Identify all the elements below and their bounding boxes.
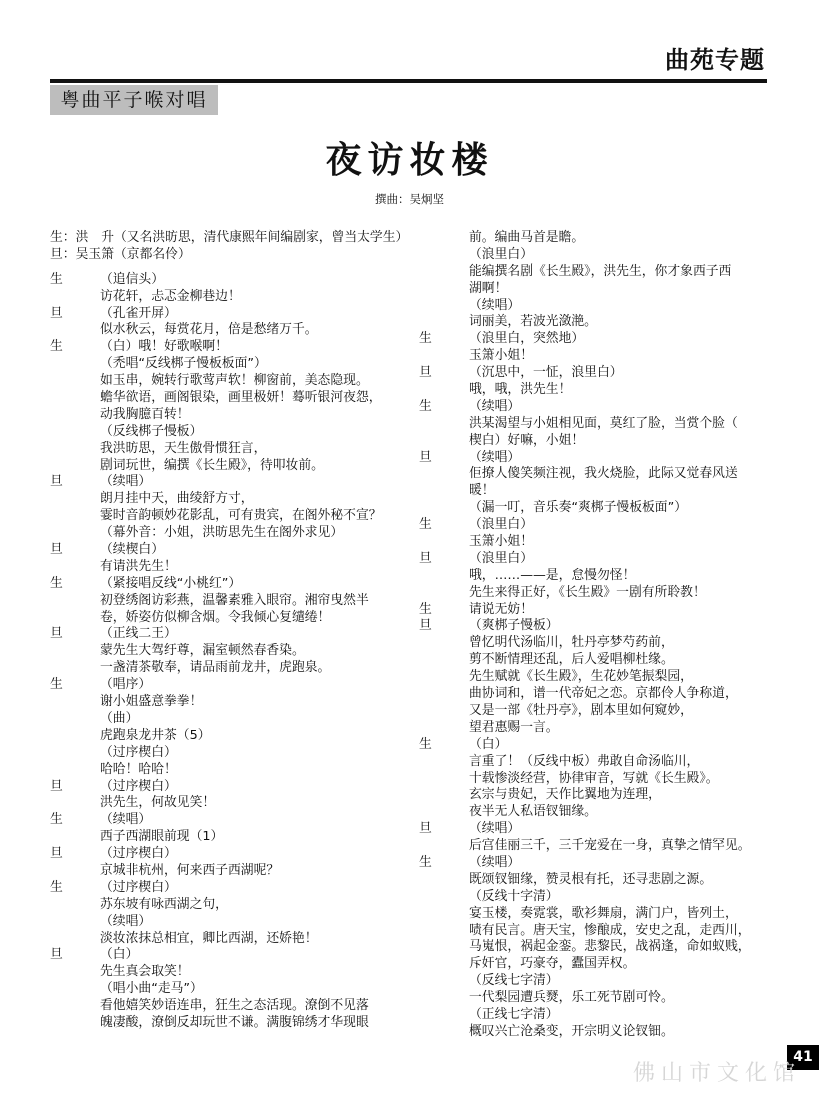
line-text: （续唱） (100, 812, 152, 828)
line-text: 先生赋就《长生殿》，生花妙笔振梨园， (469, 669, 693, 685)
script-line (419, 348, 769, 365)
script-line (419, 939, 769, 956)
line-text: 暖！ (469, 483, 495, 499)
script-line (419, 923, 769, 940)
line-text: 初登绣阁访彩燕，温馨素雅入眼帘。湘帘曳然半 (100, 592, 369, 608)
line-text: 洪先生，何故见笑！ (100, 795, 216, 811)
script-line (50, 677, 390, 694)
script-line (50, 660, 390, 677)
script-line (419, 585, 769, 602)
line-text: （白） (100, 947, 139, 963)
line-text: （唱序） (100, 677, 152, 693)
line-text: 词丽美，若波光潋滟。 (469, 314, 597, 330)
script-line (50, 441, 390, 458)
script-line (50, 795, 390, 812)
line-text: 夜半无人私语钗钿缘。 (469, 804, 597, 820)
script-line (50, 424, 390, 441)
script-line (50, 458, 390, 475)
line-text: 淡妆浓抹总相宜，卿比西湖，还娇艳！ (100, 930, 318, 946)
script-line (50, 390, 390, 407)
script-line (50, 981, 390, 998)
line-text: （过序楔白） (100, 879, 177, 895)
script-line (419, 247, 769, 264)
line-text: （过序楔白） (100, 744, 177, 760)
speaker-label: 生 (419, 601, 432, 617)
script-line (419, 804, 769, 821)
line-text: 有请洪先生！ (100, 558, 177, 574)
script-line (419, 990, 769, 1007)
script-line (50, 914, 390, 931)
script-line (419, 973, 769, 990)
line-text: 概叹兴亡沧桑变，开宗明义论钗钿。 (469, 1023, 674, 1039)
script-line (50, 897, 390, 914)
line-text: （浪里白） (469, 246, 533, 262)
line-text: （沉思中，一怔，浪里白） (469, 365, 623, 381)
line-text: （幕外音：小姐，洪昉思先生在阁外求见） (100, 525, 344, 541)
script-line (419, 314, 769, 331)
script-line (50, 947, 390, 964)
line-text: （曲） (100, 710, 139, 726)
line-text: （续唱） (469, 821, 521, 837)
script-line (419, 720, 769, 737)
header-rule (50, 79, 767, 83)
speaker-label: 旦 (50, 474, 63, 490)
line-text: （爽梆子慢板） (469, 618, 559, 634)
script-line (419, 534, 769, 551)
cast-line: 旦：吴玉箫（京都名伶） (50, 246, 191, 262)
script-line (50, 728, 390, 745)
script-line (50, 880, 390, 897)
line-text: 我洪昉思，天生傲骨惯狂言， (100, 440, 267, 456)
cast-line: 生：洪 升（又名洪昉思，清代康熙年间编剧家，曾当太学生） (50, 230, 409, 245)
line-text: 斥奸官，巧豪夺，蠹国弄权。 (469, 956, 636, 972)
line-text: 访花轩，忐忑金柳巷边！ (100, 288, 241, 304)
line-text: （正线二王） (100, 626, 177, 642)
line-text: 啧有民言。唐天宝，惨酿成，安史之乱，走西川， (469, 922, 751, 938)
script-line (50, 643, 390, 660)
script-line (50, 1015, 390, 1032)
script-line (50, 576, 390, 593)
line-text: 剧词玩世，编撰《长生殿》，待叩妆前。 (100, 457, 324, 473)
line-text: 虎跑泉龙井茶（5） (100, 727, 211, 743)
script-line (50, 407, 390, 424)
line-text: 既颂钗钿缘，赞灵根有托，还寻悲剧之源。 (469, 871, 713, 887)
line-text: （禿唱“反线梆子慢板板面”） (100, 356, 267, 372)
line-text: 十载惨淡经营，协律审音，写就《长生殿》。 (469, 770, 719, 786)
line-text: 朗月挂中天，曲绫舒方寸， (100, 491, 254, 507)
script-line (419, 433, 769, 450)
speaker-label: 生 (50, 271, 63, 287)
line-text: （浪里白） (469, 517, 533, 533)
line-text: （反线七字清） (469, 973, 559, 989)
script-line (50, 745, 390, 762)
script-line (50, 339, 390, 356)
script-line (50, 812, 390, 829)
line-text: （续唱） (469, 449, 521, 465)
script-line (419, 298, 769, 315)
script-line (50, 289, 390, 306)
line-text: 蟾华欲语，画阁银染，画里极妍！蓦听银河夜怨， (100, 390, 382, 406)
line-text: 湖啊！ (469, 280, 508, 296)
line-text: 一盏清茶敬奉，请品雨前龙井，虎跑泉。 (100, 660, 331, 676)
script-line (50, 863, 390, 880)
line-text: （孔雀开屏） (100, 305, 177, 321)
line-text: 魄凄酸，潦倒反却玩世不谦。满腹锦绣才华现眼 (100, 1014, 369, 1030)
right-column (419, 230, 769, 1041)
right-script-lines (419, 230, 769, 1041)
line-text: 剪不断情理还乱，后人爱唱柳杜缘。 (469, 652, 674, 668)
script-line (50, 322, 390, 339)
script-line (419, 281, 769, 298)
line-text: （唱小曲“走马”） (100, 981, 203, 997)
line-text: （紧接唱反线“小桃红”） (100, 575, 242, 591)
section-title: 曲苑专题 (665, 46, 765, 74)
line-text: （续唱） (469, 398, 521, 414)
script-line (419, 500, 769, 517)
script-line (50, 610, 390, 627)
speaker-label: 旦 (50, 626, 63, 642)
script-line (419, 872, 769, 889)
speaker-label: 生 (419, 331, 432, 347)
watermark-logo: 佛山市文化馆 (632, 1061, 801, 1086)
script-line (419, 416, 769, 433)
line-text: 谢小姐盛意拳拳！ (100, 694, 203, 710)
script-line (419, 602, 769, 619)
line-text: 动我胸臆百转！ (100, 406, 190, 422)
speaker-label: 旦 (50, 778, 63, 794)
script-line (50, 964, 390, 981)
script-line (419, 771, 769, 788)
script-line (50, 373, 390, 390)
line-text: 前。编曲马首是瞻。 (469, 230, 585, 245)
script-line (419, 517, 769, 534)
speaker-label: 生 (419, 517, 432, 533)
script-line (50, 779, 390, 796)
line-text: 哦，……——是，怠慢勿怪！ (469, 567, 636, 583)
line-text: 曾忆明代汤临川，牡丹亭梦芍药前， (469, 635, 674, 651)
script-line (50, 474, 390, 491)
line-text: 先生真会取笑！ (100, 964, 190, 980)
speaker-label: 生 (419, 736, 432, 752)
line-text: （白） (469, 736, 508, 752)
script-line (419, 906, 769, 923)
line-text: 京城非杭州，何来西子西湖呢？ (100, 862, 280, 878)
line-text: 卷，娇姿仿似柳含烟。令我倾心复缱绻！ (100, 609, 331, 625)
line-text: （续唱） (469, 854, 521, 870)
script-line (419, 838, 769, 855)
script-line (419, 956, 769, 973)
script-line (50, 306, 390, 323)
line-text: 宴玉楼，奏霓裳，歌衫舞扇，满门户，皆列土， (469, 905, 738, 921)
script-line (419, 365, 769, 382)
left-column (50, 230, 409, 1032)
line-text: （浪里白，突然地） (469, 331, 585, 347)
line-text: （续楔白） (100, 542, 164, 558)
script-line (50, 272, 390, 289)
speaker-label: 旦 (50, 947, 63, 963)
line-text: 望君惠赐一言。 (469, 719, 559, 735)
line-text: （反线十字清） (469, 888, 559, 904)
script-line (50, 525, 390, 542)
script-line (419, 703, 769, 720)
speaker-label: 旦 (419, 449, 432, 465)
line-text: 言重了！（反线中板）弗敢自命汤临川， (469, 753, 700, 769)
script-line (50, 762, 390, 779)
article-author: 撰曲：吴炯坚 (375, 192, 444, 206)
line-text: 如玉串，婉转行歌莺声软！柳窗前，美态隐现。 (100, 373, 369, 389)
line-text: 马嵬恨，祸起金銮。悲黎民，战祸逢，命如蚁贱， (469, 939, 751, 955)
speaker-label: 生 (419, 854, 432, 870)
line-text: 一代梨园遭兵燹，乐工死节剧可怜。 (469, 990, 674, 1006)
line-text: 哈哈！哈哈！ (100, 761, 177, 777)
script-line (419, 331, 769, 348)
speaker-label: 生 (419, 398, 432, 414)
line-text: 佢撩人傻笑频注视，我火烧脸，此际又觉春风送 (469, 466, 738, 482)
script-line (419, 1007, 769, 1024)
script-line (419, 635, 769, 652)
page-number: 41 (787, 1045, 819, 1070)
speaker-label: 生 (50, 812, 63, 828)
script-line (50, 559, 390, 576)
line-text: 请说无妨！ (469, 601, 533, 617)
script-line (419, 382, 769, 399)
script-line (419, 652, 769, 669)
speaker-label: 旦 (50, 846, 63, 862)
script-line (419, 754, 769, 771)
line-text: （续唱） (100, 474, 152, 490)
script-line (50, 829, 390, 846)
line-text: 后宫佳丽三千，三千宠爱在一身，真挚之情罕见。 (469, 838, 751, 854)
line-text: 哦，哦，洪先生！ (469, 382, 572, 398)
line-text: （续唱） (100, 913, 152, 929)
script-line (50, 508, 390, 525)
line-text: 苏东坡有咏西湖之句， (100, 896, 228, 912)
line-text: （续唱） (469, 297, 521, 313)
line-text: （漏一叮，音乐奏“爽梆子慢板板面”） (469, 500, 688, 516)
line-text: （白）哦！好歌喉啊！ (100, 339, 228, 355)
line-text: 又是一部《牡丹亭》，剧本里如何窥妙， (469, 702, 693, 718)
script-line (419, 686, 769, 703)
script-line (419, 568, 769, 585)
script-line (419, 399, 769, 416)
script-line (419, 466, 769, 483)
script-line (50, 998, 390, 1015)
line-text: 蒙先生大驾纡尊，漏室顿然春香染。 (100, 643, 305, 659)
speaker-label: 旦 (419, 618, 432, 634)
script-line (419, 669, 769, 686)
line-text: 玉箫小姐！ (469, 348, 533, 364)
script-line (419, 264, 769, 281)
line-text: 楔白）好嘛，小姐！ (469, 432, 585, 448)
speaker-label: 生 (50, 575, 63, 591)
script-line (419, 483, 769, 500)
line-text: 玄宗与贵妃，天作比翼地为连理， (469, 787, 661, 803)
speaker-label: 旦 (50, 305, 63, 321)
script-line (50, 542, 390, 559)
line-text: 西子西湖眼前现（1） (100, 829, 224, 845)
column-tag: 粤曲平子喉对唱 (50, 85, 218, 115)
line-text: 曲协词和，谱一代帝妃之恋。京都伶人争称道， (469, 686, 738, 702)
script-line (50, 694, 390, 711)
line-text: 能编撰名剧《长生殿》，洪先生，你才象西子西 (469, 263, 732, 279)
line-text: （正线七字清） (469, 1006, 559, 1022)
spacer (50, 264, 390, 272)
script-line (419, 551, 769, 568)
script-line (419, 1024, 769, 1041)
speaker-label: 生 (50, 339, 63, 355)
line-text: 洪某渴望与小姐相见面，莫红了脸，当赏个脸（ (469, 415, 738, 431)
script-line (419, 889, 769, 906)
script-line (419, 821, 769, 838)
article-title: 夜访妆楼 (325, 140, 494, 181)
script-line (419, 618, 769, 635)
script-line (50, 711, 390, 728)
line-text: （过序楔白） (100, 778, 177, 794)
script-line (419, 787, 769, 804)
speaker-label: 旦 (419, 821, 432, 837)
line-text: （反线梆子慢板） (100, 423, 203, 439)
line-text: 玉箫小姐！ (469, 534, 533, 550)
line-text: 看他嬉笑妙语连串，狂生之态活现。潦倒不见落 (100, 998, 369, 1014)
speaker-label: 旦 (419, 365, 432, 381)
line-text: 霎时音韵顿妙花影乱，可有贵宾，在阁外秘不宣？ (100, 508, 382, 524)
line-text: 先生来得正好，《长生殿》一剧有所聆教！ (469, 584, 706, 600)
script-line (419, 450, 769, 467)
script-line (50, 491, 390, 508)
line-text: （过序楔白） (100, 846, 177, 862)
speaker-label: 生 (50, 879, 63, 895)
script-line (50, 626, 390, 643)
left-script-lines (50, 272, 390, 1032)
script-line (419, 230, 769, 247)
script-line (419, 737, 769, 754)
line-text: 似水秋云，每赏花月，倍是愁绪万千。 (100, 322, 318, 338)
speaker-label: 生 (50, 677, 63, 693)
script-line (50, 593, 390, 610)
speaker-label: 旦 (50, 542, 63, 558)
script-line (50, 356, 390, 373)
script-line (50, 846, 390, 863)
line-text: （追信头） (100, 271, 164, 287)
line-text: （浪里白） (469, 550, 533, 566)
script-line (50, 931, 390, 948)
speaker-label: 旦 (419, 550, 432, 566)
script-line (419, 855, 769, 872)
